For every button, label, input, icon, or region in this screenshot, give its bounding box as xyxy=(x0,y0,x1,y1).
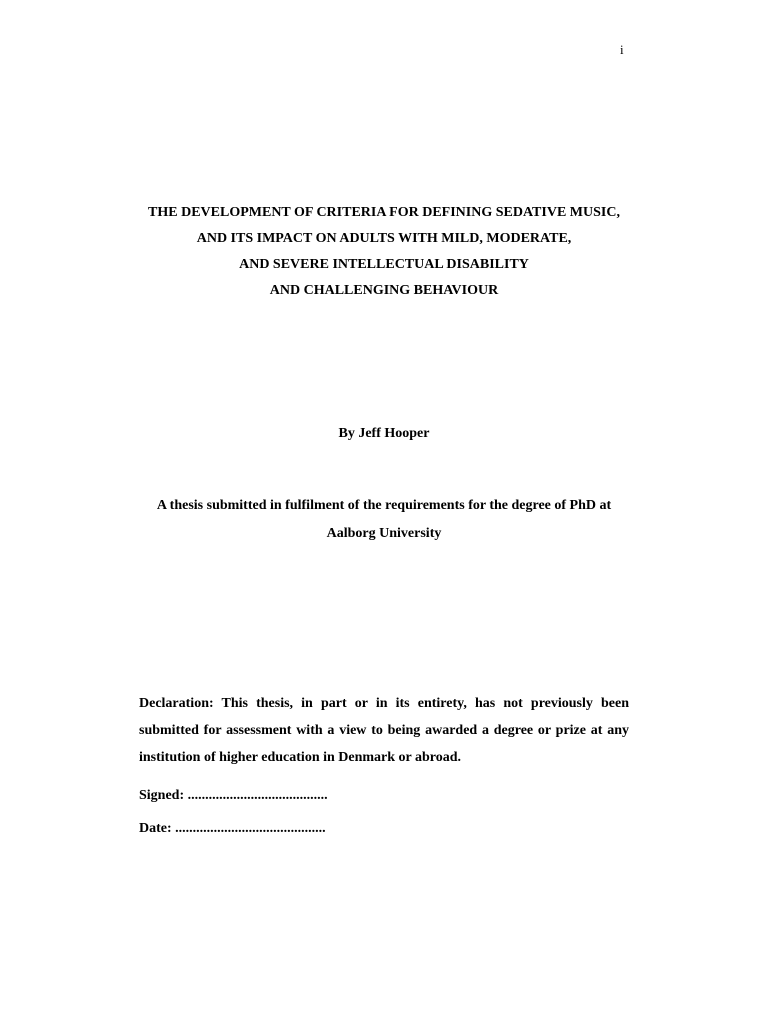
declaration-paragraph xyxy=(139,690,629,771)
declaration-line: institution of higher education in Denmark or abroad. xyxy=(139,750,462,765)
title-line: AND SEVERE INTELLECTUAL DISABILITY xyxy=(239,257,529,272)
declaration-line: submitted for assessment with a view to being awarded a degree or prize at any xyxy=(139,723,629,738)
author-line: By Jeff Hooper xyxy=(338,426,430,441)
thesis-title xyxy=(0,200,768,304)
submission-line: Aalborg University xyxy=(326,526,442,541)
page-number: i xyxy=(620,42,624,57)
date-line: Date: ........................................... xyxy=(139,821,326,836)
signed-line: Signed: ........................................ xyxy=(139,788,328,803)
declaration-line: Declaration: This thesis, in part or in its entirety, has not previously been xyxy=(139,696,629,711)
title-line: THE DEVELOPMENT OF CRITERIA FOR DEFINING SEDATIVE MUSIC, xyxy=(148,205,620,220)
submission-line: A thesis submitted in fulfilment of the requirements for the degree of PhD at xyxy=(156,498,612,513)
title-line: AND CHALLENGING BEHAVIOUR xyxy=(269,283,499,298)
submission-statement xyxy=(0,492,768,548)
title-line: AND ITS IMPACT ON ADULTS WITH MILD, MODERATE, xyxy=(196,231,572,246)
